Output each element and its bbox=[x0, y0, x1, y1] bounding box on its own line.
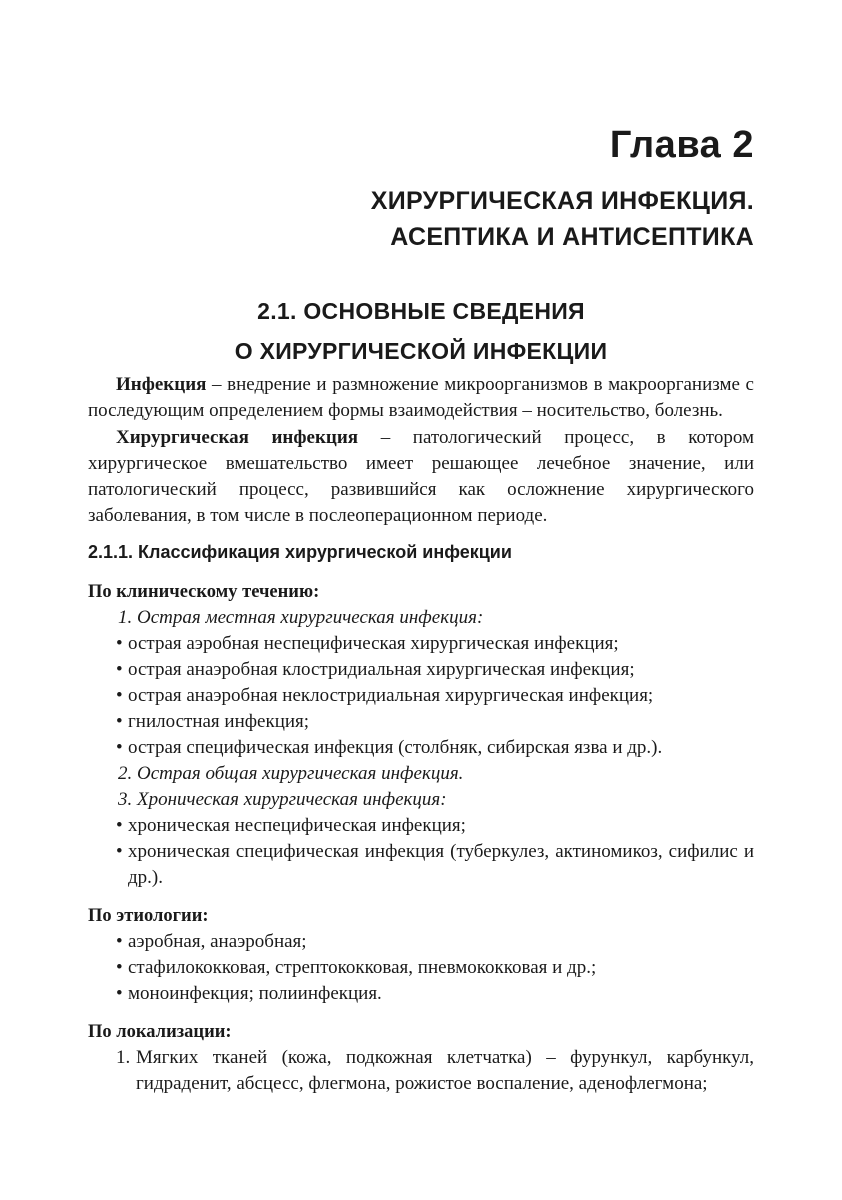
definition-paragraph bbox=[88, 372, 754, 424]
section-title bbox=[88, 291, 754, 371]
list-item: • моноинфекция; полиинфекция. bbox=[116, 981, 754, 1007]
section-title-line: 2.1. ОСНОВНЫЕ СВЕДЕНИЯ bbox=[257, 298, 585, 324]
definition-term: Хирургическая инфекция bbox=[116, 427, 359, 448]
subsection-title: 2.1.1. Классификация хирургической инфекции bbox=[88, 542, 512, 562]
section-title-line: О ХИРУРГИЧЕСКОЙ ИНФЕКЦИИ bbox=[234, 338, 608, 364]
classification-heading: По этиологии: bbox=[88, 906, 209, 926]
bullet-list bbox=[88, 631, 754, 761]
classification-group-title: 2. Острая общая хирургическая инфекция. bbox=[118, 763, 464, 784]
list-item: • острая аэробная неспецифическая хирургическая инфекция; bbox=[116, 631, 754, 657]
chapter-title-line: АСЕПТИКА И АНТИСЕПТИКА bbox=[390, 223, 754, 251]
list-item: • острая специфическая инфекция (столбняк, сибирская язва и др.). bbox=[116, 735, 754, 761]
chapter-number: Глава 2 bbox=[609, 124, 754, 166]
list-item: • острая анаэробная клостридиальная хирургическая инфекция; bbox=[116, 657, 754, 683]
classification-heading: По клиническому течению: bbox=[88, 582, 320, 602]
list-item: • хроническая неспецифическая инфекция; bbox=[116, 813, 754, 839]
definition-paragraph bbox=[88, 425, 754, 529]
list-item bbox=[116, 1045, 754, 1097]
chapter-title-line: ХИРУРГИЧЕСКАЯ ИНФЕКЦИЯ. bbox=[370, 187, 754, 215]
bullet-list bbox=[88, 813, 754, 891]
list-item: • острая анаэробная неклостридиальная хирургическая инфекция; bbox=[116, 683, 754, 709]
numbered-list bbox=[88, 1045, 754, 1097]
list-item: • аэробная, анаэробная; bbox=[116, 929, 754, 955]
list-item: • стафилококковая, стрептококковая, пневмококковая и др.; bbox=[116, 955, 754, 981]
classification-group-title: 1. Острая местная хирургическая инфекция: bbox=[118, 607, 484, 628]
definition-text: – внедрение и размножение микроорганизмов в макроорганизме с последующим определением формы взаимодействия – носительство, болезнь. bbox=[88, 374, 754, 421]
list-item: • гнилостная инфекция; bbox=[116, 709, 754, 735]
chapter-title bbox=[371, 183, 754, 255]
definition-term: Инфекция bbox=[116, 374, 207, 395]
page-body bbox=[88, 372, 754, 1097]
list-item-number: 1. bbox=[116, 1047, 131, 1068]
classification-heading: По локализации: bbox=[88, 1022, 232, 1042]
bullet-list bbox=[88, 929, 754, 1007]
definition-text: – патологический процесс, в котором хирургическое вмешательство имеет решающее лечебное значение, или патологический процесс, развившийся как осложнение хирургического заболевания, в том числе в послеоперационном периоде. bbox=[88, 427, 754, 526]
list-item-text: Мягких тканей (кожа, подкожная клетчатка) – фурункул, карбункул, гидраденит, абсцесс, флегмона, рожистое воспаление, аденофлегмона; bbox=[136, 1047, 754, 1094]
classification-group-title: 3. Хроническая хирургическая инфекция: bbox=[118, 789, 447, 810]
list-item: • хроническая специфическая инфекция (туберкулез, актиномикоз, сифилис и др.). bbox=[116, 839, 754, 891]
